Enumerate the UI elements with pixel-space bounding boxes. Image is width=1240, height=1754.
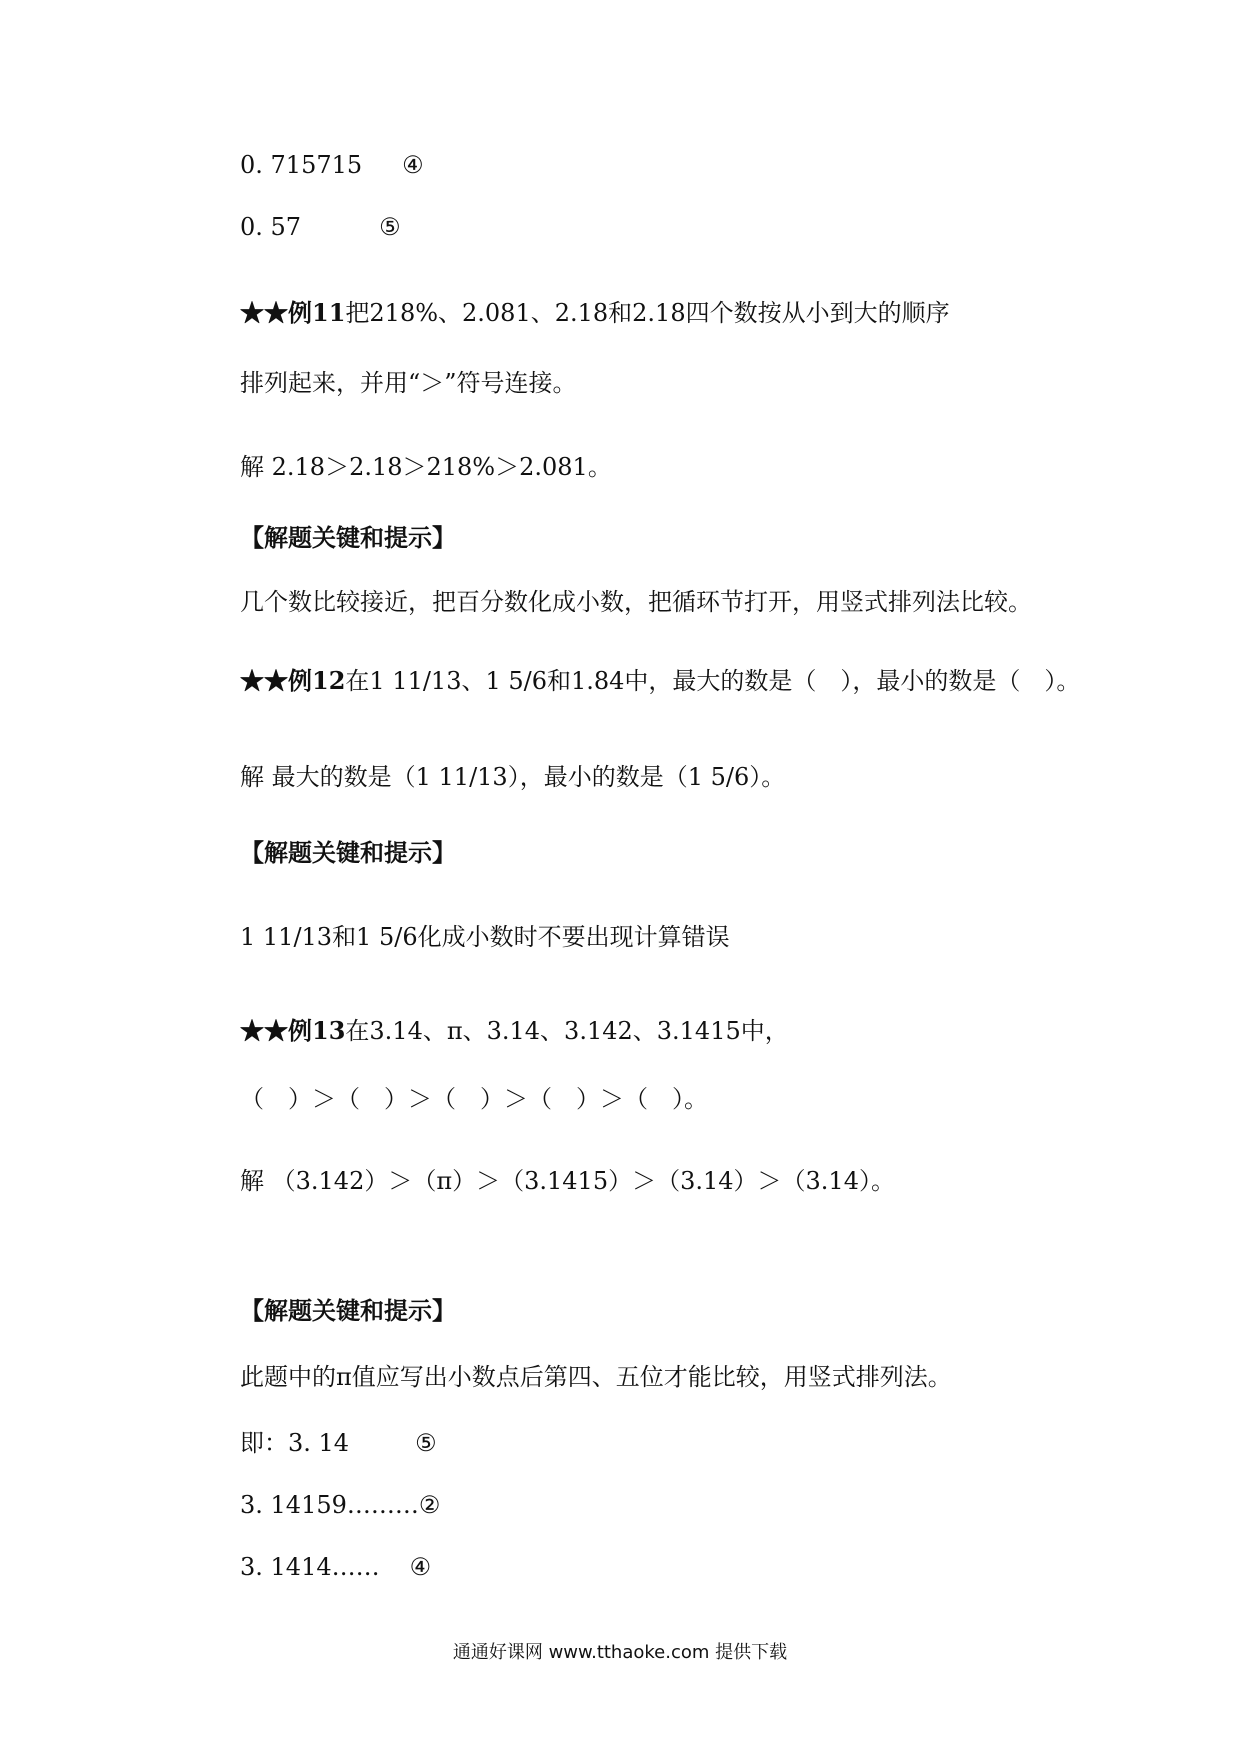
- example-13-blanks: （ ）＞（ ）＞（ ）＞（ ）＞（ ）。: [240, 1085, 708, 1113]
- example-11-solution: 解 2.18＞2.18＞218%＞2.081。: [240, 453, 612, 481]
- hint-text: 此题中的π值应写出小数点后第四、五位才能比较，用竖式排列法。: [240, 1363, 952, 1391]
- example-11-question: [240, 298, 950, 328]
- example-11-question-cont: 排列起来，并用“＞”符号连接。: [240, 369, 577, 397]
- example-12-question: [240, 666, 1080, 696]
- work-value: 3. 1414……: [240, 1553, 380, 1581]
- work-value: 即：3. 14: [240, 1429, 350, 1457]
- answer-line-057: [240, 212, 401, 242]
- hint-heading: 【解题关键和提示】: [240, 1296, 456, 1325]
- example-13-question: [240, 1016, 789, 1046]
- work-line-314: [240, 1428, 437, 1458]
- example-label: ★★例12: [240, 666, 346, 695]
- example-12-solution: 解 最大的数是（1 11/13），最小的数是（1 5/6）。: [240, 763, 786, 791]
- example-label: ★★例13: [240, 1016, 346, 1045]
- answer-value: 0. 57: [240, 213, 302, 241]
- rank-circle: ⑤: [379, 213, 401, 241]
- example-13-solution: 解 （3.142）＞（π）＞（3.1415）＞（3.14）＞（3.14）。: [240, 1167, 895, 1195]
- work-line-314159: [240, 1490, 440, 1520]
- page-footer: 通通好课网 www.tthaoke.com 提供下载: [452, 1642, 788, 1663]
- example-label: ★★例11: [240, 298, 346, 327]
- work-line-31414: [240, 1552, 431, 1582]
- hint-text: 1 11/13和1 5/6化成小数时不要出现计算错误: [240, 923, 730, 951]
- hint-heading: 【解题关键和提示】: [240, 838, 456, 867]
- example-text: 在3.14、π、3.14、3.142、3.1415中，: [345, 1017, 789, 1045]
- rank-circle: ④: [402, 151, 424, 179]
- example-text: 把218%、2.081、2.18和2.18四个数按从小到大的顺序: [345, 299, 950, 327]
- example-text: 在1 11/13、1 5/6和1.84中，最大的数是（ ），最小的数是（ ）。: [345, 667, 1081, 695]
- hint-text: 几个数比较接近，把百分数化成小数，把循环节打开，用竖式排列法比较。: [240, 588, 1032, 616]
- rank-circle: ②: [418, 1491, 441, 1519]
- rank-circle: ④: [409, 1553, 432, 1581]
- answer-value: 0. 715715: [240, 151, 363, 179]
- answer-line-0715715: [240, 150, 424, 180]
- hint-heading: 【解题关键和提示】: [240, 523, 456, 552]
- rank-circle: ⑤: [415, 1429, 437, 1457]
- work-value: 3. 14159………: [240, 1491, 419, 1519]
